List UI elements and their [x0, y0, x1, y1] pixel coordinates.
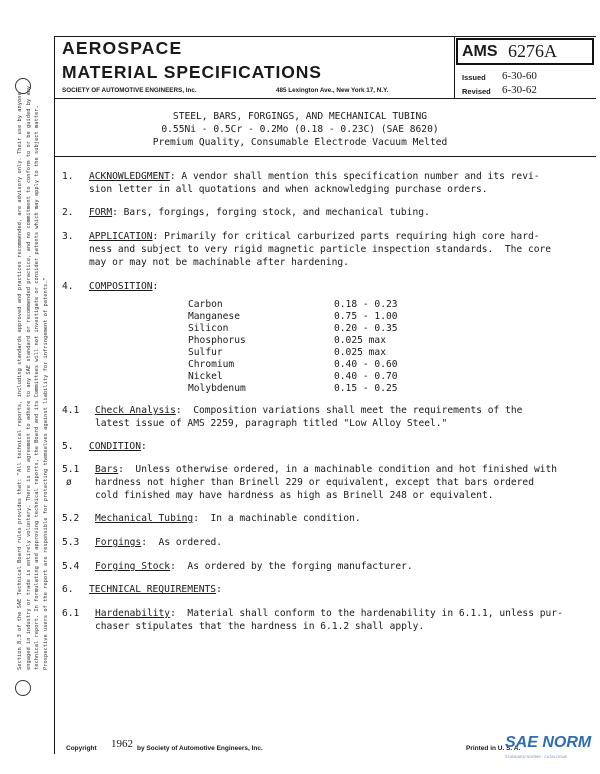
- header-ams-divider: [454, 36, 455, 98]
- section-5-1-text-1: : Unless otherwise ordered, in a machinable condition and hot finished with: [118, 464, 558, 475]
- section-5-4-line: [95, 560, 413, 573]
- section-2-number: 2.: [62, 207, 74, 218]
- section-5-3-number: 5.3: [62, 537, 80, 548]
- composition-element: Silicon: [188, 323, 229, 334]
- composition-element: Sulfur: [188, 347, 223, 358]
- composition-value: 0.40 - 0.70: [334, 371, 398, 382]
- section-4-1-text-2: latest issue of AMS 2259, paragraph titled "Low Alloy Steel.": [95, 418, 448, 429]
- section-6-heading: TECHNICAL REQUIREMENTS: [89, 584, 217, 595]
- section-6-1-text-2: chaser stipulates that the hardness in 6.1.2 shall apply.: [95, 621, 425, 632]
- footer-year: 1962: [111, 738, 133, 750]
- binder-hole-bottom: [15, 680, 31, 696]
- composition-element: Carbon: [188, 299, 223, 310]
- section-5-4-heading: Forging Stock: [95, 561, 171, 572]
- section-5-2-heading: Mechanical Tubing: [95, 513, 194, 524]
- section-3-number: 3.: [62, 231, 74, 242]
- section-3-text-2: ness and subject to very rigid magnetic particle inspection standards. The core: [89, 244, 552, 255]
- section-5-2-number: 5.2: [62, 513, 80, 524]
- section-2-heading: FORM: [89, 207, 113, 218]
- header-divider: [54, 98, 596, 99]
- top-border: [54, 36, 596, 37]
- society-name: SOCIETY OF AUTOMOTIVE ENGINEERS, Inc.: [62, 87, 197, 94]
- revision-marker: ø: [66, 477, 72, 488]
- section-5-4-number: 5.4: [62, 561, 80, 572]
- section-5-3-heading: Forgings: [95, 537, 142, 548]
- section-5-line: [89, 440, 147, 453]
- watermark-subtext: STANDARD NORMS · CATALOGUE: [505, 755, 568, 759]
- watermark-text: SAE NORM: [505, 734, 592, 751]
- section-5-1-number: 5.1: [62, 464, 80, 475]
- subject-line-3: Premium Quality, Consumable Electrode Vacuum Melted: [152, 137, 448, 148]
- ams-prefix: AMS: [462, 43, 498, 60]
- section-6-1-first-line: [95, 607, 563, 620]
- section-1-text-2: sion letter in all quotations and when acknowledging purchase orders.: [89, 184, 488, 195]
- composition-value: 0.75 - 1.00: [334, 311, 398, 322]
- composition-table: [0, 298, 600, 394]
- section-5-2-text-1: : In a machinable condition.: [193, 513, 361, 524]
- section-4-1-first-line: [95, 404, 522, 417]
- section-6-colon: :: [216, 584, 222, 595]
- section-1-number: 1.: [62, 171, 74, 182]
- section-4-colon: :: [152, 281, 159, 292]
- section-6-line: [89, 583, 222, 596]
- section-3-heading: APPLICATION: [89, 231, 153, 242]
- title-line-2: MATERIAL SPECIFICATIONS: [62, 62, 322, 82]
- ams-number: 6276A: [508, 41, 557, 61]
- society-address: 485 Lexington Ave., New York 17, N.Y.: [276, 87, 389, 94]
- section-5-1-first-line: [95, 463, 557, 476]
- section-5-1-text-2: hardness not higher than Brinell 229 or equivalent, except that bars ordered: [95, 477, 534, 488]
- section-4-1-heading: Check Analysis: [95, 405, 176, 416]
- composition-element: Manganese: [188, 311, 240, 322]
- section-1-heading: ACKNOWLEDGMENT: [89, 171, 170, 182]
- section-3-first-line: [89, 230, 540, 243]
- section-5-number: 5.: [62, 441, 74, 452]
- subject-line-2: 0.55Ni - 0.5Cr - 0.2Mo (0.18 - 0.23C) (SAE 8620): [161, 124, 439, 135]
- subject-line-1: STEEL, BARS, FORGINGS, AND MECHANICAL TUBING: [172, 111, 428, 122]
- composition-value: 0.025 max: [334, 335, 386, 346]
- ams-box: [456, 38, 594, 65]
- issued-date: 6-30-60: [502, 70, 537, 82]
- footer-copyright-label: Copyright: [66, 745, 97, 752]
- composition-element: Nickel: [188, 371, 223, 382]
- revised-date: 6-30-62: [502, 84, 537, 96]
- section-2-line: [89, 206, 430, 219]
- section-6-1-number: 6.1: [62, 608, 80, 619]
- section-5-2-line: [95, 512, 361, 525]
- composition-element: Chromium: [188, 359, 235, 370]
- composition-value: 0.025 max: [334, 347, 386, 358]
- section-4-line: [89, 280, 158, 293]
- footer-printed: Printed in U. S. A.: [466, 745, 521, 752]
- section-5-4-text-1: : As ordered by the forging manufacturer.: [170, 561, 413, 572]
- composition-value: 0.40 - 0.60: [334, 359, 398, 370]
- section-6-1-heading: Hardenability: [95, 608, 171, 619]
- revised-label: Revised: [462, 87, 491, 96]
- section-5-3-text-1: : As ordered.: [141, 537, 223, 548]
- side-disclaimer: Section 8.3 of the SAE Technical Board rules provides that: "All technical reports, including standards approved and practices recommended, are advisory only. Their use by anyone engaged in industry or trade is entirely voluntary. There is no agreement to adhere to any SAE standard or recommended practice, and no commitment to conform to or be guided by any technical report. In formulating and approving technical reports, the Board and its Committees will not investigate or consider patents which may apply to the subject matter. Prospective users of the report are responsible for protecting themselves against liability for infringement of patents.": [17, 85, 49, 670]
- section-5-1-text-3: cold finished may have hardness as high as Brinell 248 or equivalent.: [95, 490, 494, 501]
- section-3-text-3: may or may not be machinable after hardening.: [89, 257, 349, 268]
- composition-value: 0.15 - 0.25: [334, 383, 398, 394]
- section-4-1-number: 4.1: [62, 405, 80, 416]
- watermark-logo: [503, 734, 599, 774]
- section-4-heading: COMPOSITION: [89, 281, 153, 292]
- composition-element: Phosphorus: [188, 335, 246, 346]
- composition-element: Molybdenum: [188, 383, 246, 394]
- section-5-colon: :: [140, 441, 147, 452]
- section-5-1-heading: Bars: [95, 464, 119, 475]
- section-1-first-line: [89, 170, 540, 183]
- section-4-1-text-1: : Composition variations shall meet the requirements of the: [175, 405, 523, 416]
- section-5-3-line: [95, 536, 222, 549]
- section-1-text-1: : A vendor shall mention this specification number and its revi-: [169, 171, 540, 182]
- section-5-heading: CONDITION: [89, 441, 141, 452]
- composition-value: 0.18 - 0.23: [334, 299, 398, 310]
- title-line-1: AEROSPACE: [62, 38, 183, 58]
- section-2-text-1: : Bars, forgings, forging stock, and mechanical tubing.: [112, 207, 430, 218]
- subject-divider: [54, 156, 596, 157]
- section-6-number: 6.: [62, 584, 74, 595]
- footer-society: by Society of Automotive Engineers, Inc.: [137, 745, 263, 752]
- section-3-text-1: : Primarily for critical carburized parts requiring high core hard-: [152, 231, 540, 242]
- section-6-1-text-1: : Material shall conform to the hardenability in 6.1.1, unless pur-: [170, 608, 563, 619]
- issued-label: Issued: [462, 73, 486, 82]
- section-4-number: 4.: [62, 281, 74, 292]
- composition-value: 0.20 - 0.35: [334, 323, 398, 334]
